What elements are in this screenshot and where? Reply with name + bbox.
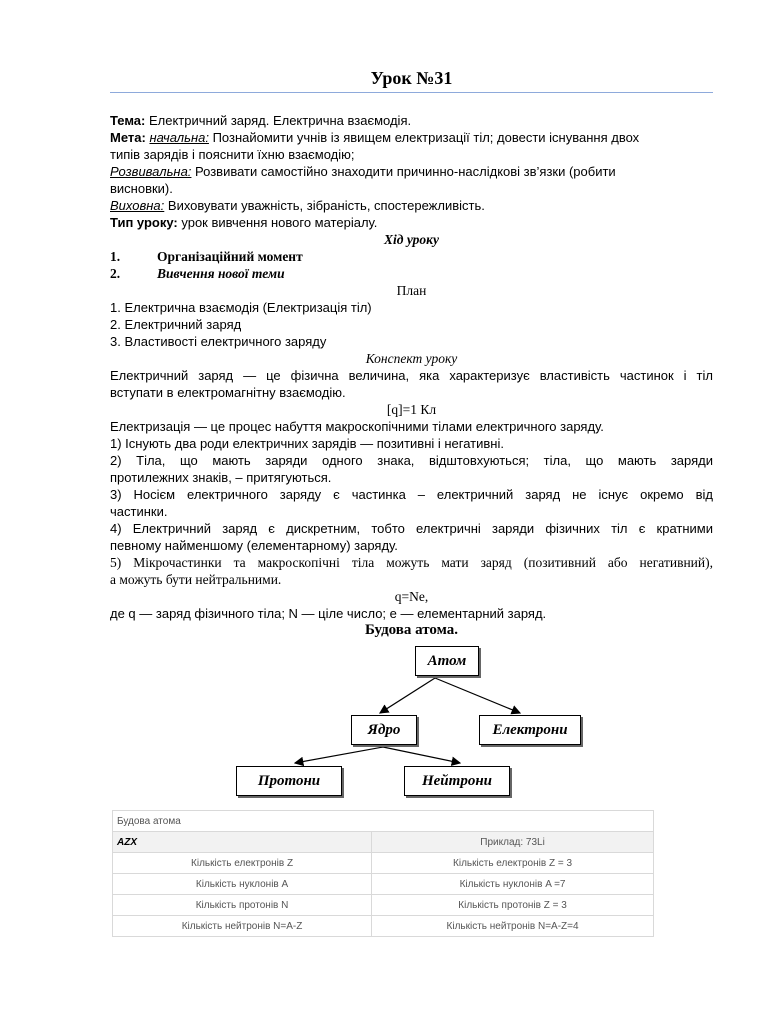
table-cell: Кількість електронів Z = 3 xyxy=(372,853,654,874)
table-cell: Кількість нуклонів A xyxy=(113,874,372,895)
neutrons-box: Нейтрони xyxy=(404,766,510,796)
arrow-atom-to-electrons xyxy=(435,678,520,713)
arrow-atom-to-nucleus xyxy=(380,678,435,713)
lesson-title: Урок №31 xyxy=(370,68,453,88)
lesson-type-text: урок вивчення нового матеріалу. xyxy=(177,215,378,230)
property-5-line1: 5) Мікрочастинки та макроскопічні тіла можуть мати заряд (позитивний або негативний), xyxy=(110,555,713,570)
goal-edu-label: начальна: xyxy=(149,130,209,145)
topic-line xyxy=(110,112,713,129)
electrons-box: Електрони xyxy=(479,715,581,745)
table-row xyxy=(113,916,654,937)
table-header-left xyxy=(113,832,372,853)
arrow-nucleus-to-protons xyxy=(295,747,383,763)
step-item xyxy=(110,265,713,282)
nucleus-box: Ядро xyxy=(351,715,417,745)
goal-dev-line1: Розвивати самостійно знаходити причинно-наслідкові зв’язки (робити xyxy=(191,164,616,179)
goal-label: Мета: xyxy=(110,130,146,145)
table-caption: Будова атома xyxy=(113,811,654,832)
goal-line xyxy=(110,129,713,146)
step-text: Вивчення нової теми xyxy=(157,266,285,281)
table-cell: Кількість нуклонів A =7 xyxy=(372,874,654,895)
property-2-line2: протилежних знаків, – притягуються. xyxy=(110,470,332,485)
property-3-line2: частинки. xyxy=(110,504,168,519)
plan-heading: План xyxy=(396,283,427,298)
lesson-type-label: Тип уроку: xyxy=(110,215,178,230)
plan-item: 2. Електричний заряд xyxy=(110,317,242,332)
lesson-type-line xyxy=(110,214,713,231)
table-cell: Кількість протонів N xyxy=(113,895,372,916)
table-header-row xyxy=(113,832,654,853)
goal-upb-label: Виховна: xyxy=(110,198,165,213)
table-row xyxy=(113,853,654,874)
property-3-line1: 3) Носієм електричного заряду є частинка – електричний заряд не існує окремо від xyxy=(110,487,713,502)
plan-item: 3. Властивості електричного заряду xyxy=(110,334,327,349)
definition-line1: Електричний заряд — це фізична величина, яка характеризує властивість частинок і тіл xyxy=(110,368,713,383)
goal-edu-line1: Познайомити учнів із явищем електризації тіл; довести існування двох xyxy=(208,130,640,145)
nuclide-notation: AZX xyxy=(117,836,137,848)
course-heading: Хід уроку xyxy=(384,232,439,247)
property-4-line1: 4) Електричний заряд є дискретним, тобто електричні заряди фізичних тіл є кратними xyxy=(110,521,713,536)
table-cell: Кількість протонів Z = 3 xyxy=(372,895,654,916)
unit-formula: [q]=1 Кл xyxy=(386,402,437,417)
step-number: 1. xyxy=(110,249,121,264)
definition-line2: вступати в електромагнітну взаємодію. xyxy=(110,385,346,400)
step-text: Організаційний момент xyxy=(157,249,303,264)
goal-upb-text: Виховувати уважність, зібраність, спостережливість. xyxy=(164,198,485,213)
goal-upb-line xyxy=(110,197,713,214)
summary-heading: Конспект уроку xyxy=(365,351,458,366)
plan-item: 1. Електрична взаємодія (Електризація тіл) xyxy=(110,300,372,315)
table-cell: Кількість електронів Z xyxy=(113,853,372,874)
property-5-line2: а можуть бути нейтральними. xyxy=(110,572,282,587)
diagram-title: Будова атома. xyxy=(364,622,459,638)
table-row xyxy=(113,895,654,916)
table-cell: Кількість нейтронів N=A-Z xyxy=(113,916,372,937)
step-number: 2. xyxy=(110,266,121,281)
goal-dev-line2: висновки). xyxy=(110,181,173,196)
charge-formula: q=Ne, xyxy=(394,589,429,604)
property-2-line1: 2) Тіла, що мають заряди одного знака, відштовхуються; тіла, що мають заряди xyxy=(110,453,713,468)
atom-structure-diagram xyxy=(110,622,713,802)
atom-structure-table xyxy=(112,810,654,937)
step-item xyxy=(110,248,713,265)
table-header-right: Приклад: 73Li xyxy=(372,832,654,853)
table-caption-row xyxy=(113,811,654,832)
goal-dev-label: Розвивальна: xyxy=(110,164,192,179)
topic-label: Тема: xyxy=(110,113,146,128)
goal-edu-line2: типів зарядів і пояснити їхню взаємодію; xyxy=(110,147,355,162)
title-underline xyxy=(110,92,713,93)
electrization-definition: Електризація — це процес набуття макроскопічними тілами електричного заряду. xyxy=(110,419,604,434)
property-1: 1) Існують два роди електричних зарядів — позитивні і негативні. xyxy=(110,436,504,451)
protons-box: Протони xyxy=(236,766,342,796)
atom-box: Атом xyxy=(415,646,479,676)
table-cell: Кількість нейтронів N=A-Z=4 xyxy=(372,916,654,937)
goal-dev-line xyxy=(110,163,713,180)
arrow-nucleus-to-neutrons xyxy=(383,747,460,763)
table-row xyxy=(113,874,654,895)
charge-formula-explanation: де q — заряд фізичного тіла; N — ціле число; e — елементарний заряд. xyxy=(110,606,547,621)
property-4-line2: певному найменшому (елементарному) заряду. xyxy=(110,538,398,553)
topic-text: Електричний заряд. Електрична взаємодія. xyxy=(145,113,412,128)
